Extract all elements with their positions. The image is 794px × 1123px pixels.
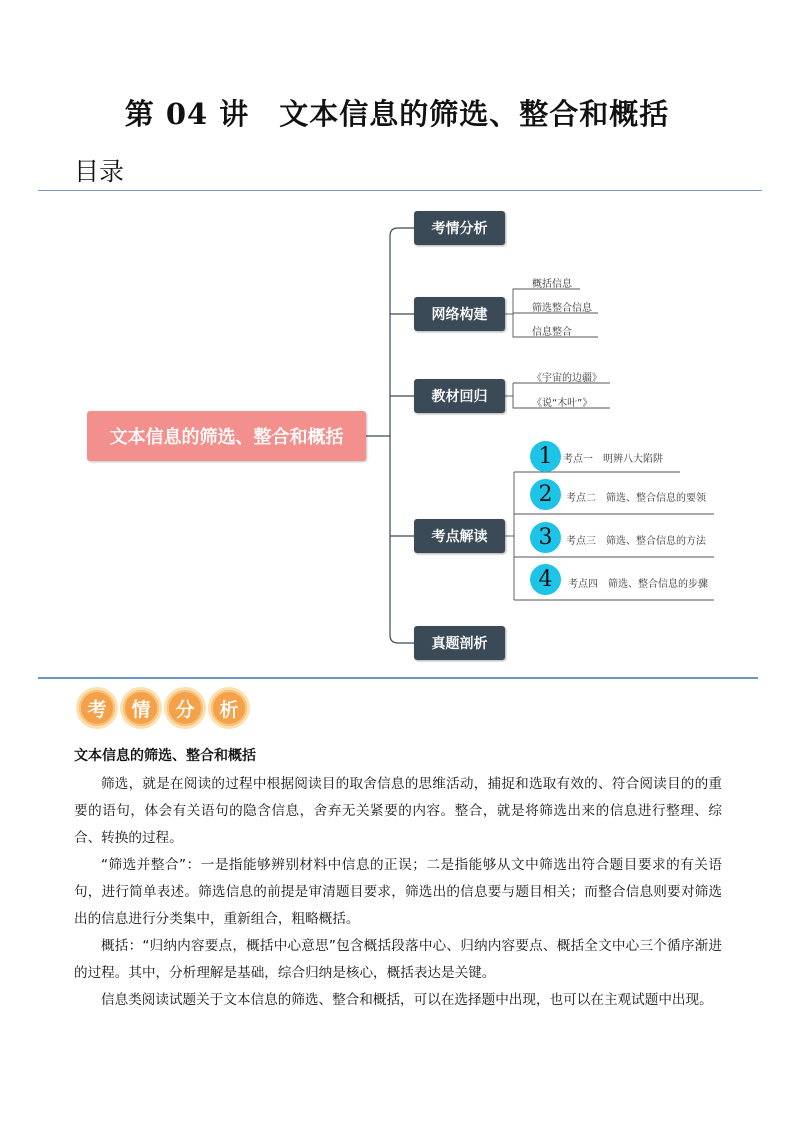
paragraph: 概括：“归纳内容要点，概括中心意思”包含概括段落中心、归纳内容要点、概括全文中心三个循序渐进的过程。其中，分析理解是基础，综合归纳是核心，概括表达是关键。 xyxy=(74,938,722,981)
network-item: 概括信息 xyxy=(532,279,572,290)
kaodian-label: 考点二 筛选、整合信息的要领 xyxy=(566,493,706,504)
kaodian-label: 考点一 明辨八大陷阱 xyxy=(563,454,663,465)
number-1-icon: 1 xyxy=(530,441,561,472)
textbook-item: 《说“木叶”》 xyxy=(532,398,593,409)
paragraph: “筛选并整合”：一是指能够辨别材料中信息的正误；二是指能够从文中筛选出符合题目要求的有关语句，进行简单表述。筛选信息的前提是审清题目要求，筛选出的信息要与题目相关；而整合信息则要对筛选出的信息进行分类集中，重新组合，粗略概括。 xyxy=(74,857,722,927)
mindmap-root: 文本信息的筛选、整合和概括 xyxy=(87,411,366,461)
kaodian-label: 考点四 筛选、整合信息的步骤 xyxy=(568,579,708,590)
network-item: 信息整合 xyxy=(532,327,572,338)
toc-heading: 目录 xyxy=(74,157,125,186)
badge-char: 析 xyxy=(208,687,250,729)
number-3-icon: 3 xyxy=(530,522,561,553)
network-item: 筛选整合信息 xyxy=(532,303,592,314)
badge-char: 考 xyxy=(76,687,118,729)
paragraph: 筛选，就是在阅读的过程中根据阅读目的取舍信息的思维活动，捕捉和选取有效的、符合阅读目的的重要的语句，体会有关语句的隐含信息，舍弃无关紧要的内容。整合，就是将筛选出来的信息进行整理、综合、转换的过程。 xyxy=(74,776,722,846)
node-kaoqing[interactable]: 考情分析 xyxy=(414,211,505,245)
node-zhenti[interactable]: 真题剖析 xyxy=(414,626,505,660)
number-2-icon: 2 xyxy=(530,479,561,510)
number-4-icon: 4 xyxy=(530,564,561,595)
badge-char: 情 xyxy=(120,687,162,729)
kaodian-label: 考点三 筛选、整合信息的方法 xyxy=(566,536,706,547)
node-network[interactable]: 网络构建 xyxy=(414,297,505,331)
badge-char: 分 xyxy=(164,687,206,729)
document-title: 第 04 讲 文本信息的筛选、整合和概括 xyxy=(124,97,670,131)
section-title: 文本信息的筛选、整合和概括 xyxy=(74,748,256,764)
node-kaodian[interactable]: 考点解读 xyxy=(414,519,505,553)
section-badge xyxy=(76,687,250,729)
section-divider xyxy=(38,677,758,679)
paragraph: 信息类阅读试题关于文本信息的筛选、整合和概括，可以在选择题中出现，也可以在主观试题中出现。 xyxy=(101,992,713,1008)
textbook-item: 《宇宙的边疆》 xyxy=(532,373,602,384)
node-textbook[interactable]: 教材回归 xyxy=(414,379,505,413)
